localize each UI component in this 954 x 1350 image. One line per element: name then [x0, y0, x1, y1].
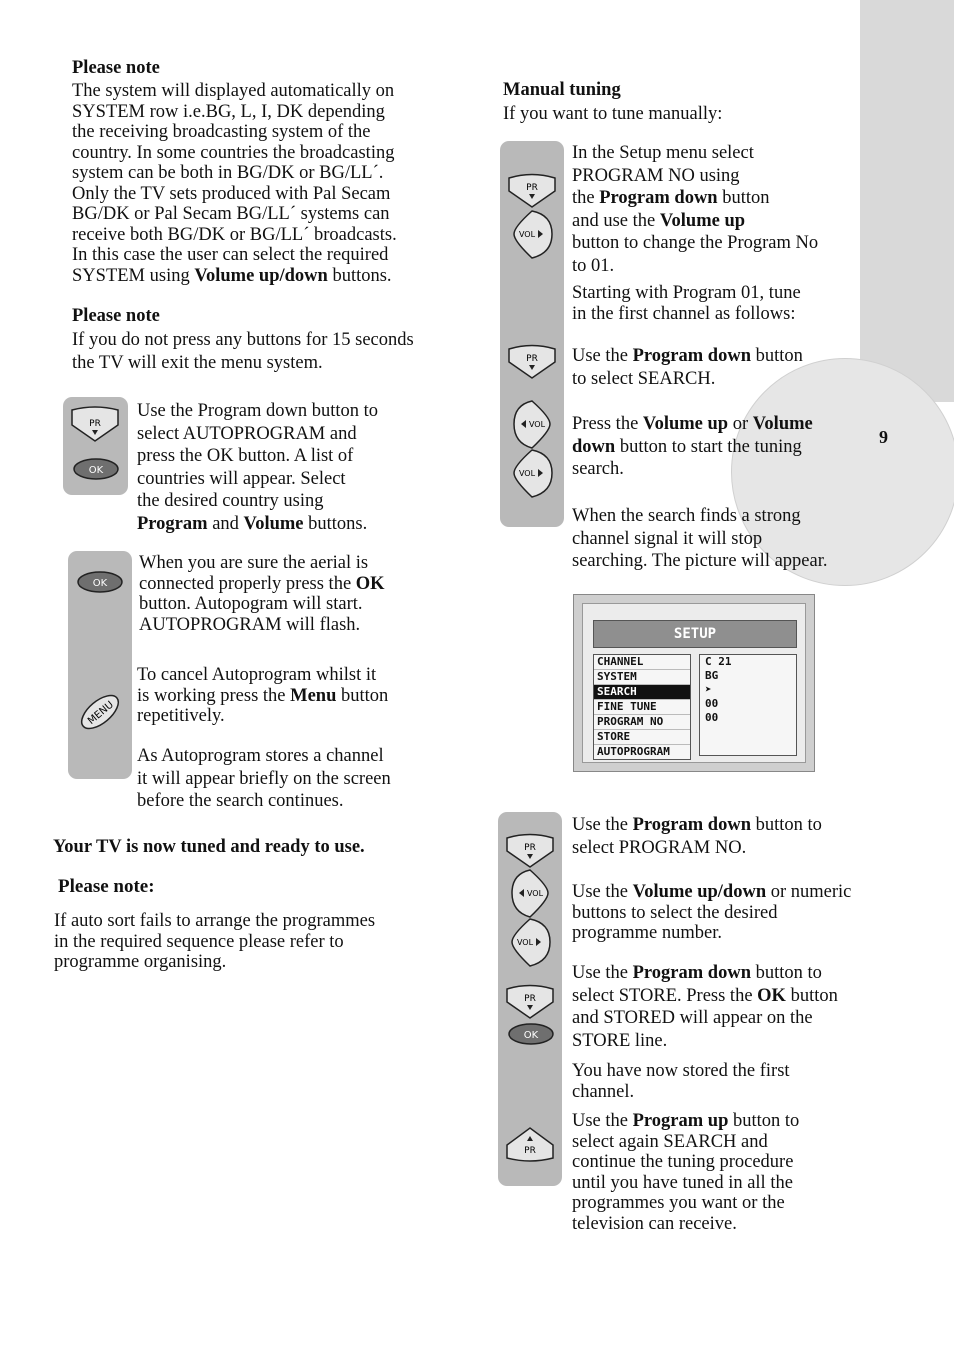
bold-segment: Program down [599, 188, 718, 208]
bold-segment: Volume up/down [632, 882, 767, 902]
cancel-line [137, 686, 388, 707]
setup-step-text [572, 142, 818, 277]
osd-menu-item-selected: SEARCH [594, 685, 690, 700]
note1-title: Please note [72, 58, 160, 78]
volnum-step-line: programme number. [572, 923, 723, 943]
text-segment: Use the [572, 1111, 633, 1131]
text-segment: select STORE. Press the [572, 985, 758, 1006]
aerial-line: When you are sure the aerial is [139, 553, 369, 573]
text-segment: Use the [572, 815, 633, 835]
osd-value: C 21 [705, 655, 732, 668]
cancel-line: To cancel Autoprogram whilst it [137, 665, 377, 685]
bold-segment: Volume up/down [194, 265, 328, 286]
text-segment: button to [751, 815, 822, 835]
pr-label: PR [524, 994, 536, 1004]
progno-step-text [572, 814, 822, 859]
setup-step-line: button to change the Program No [572, 233, 819, 253]
note2-body [72, 329, 414, 375]
text-segment: Use the [572, 963, 633, 983]
aerial-line [139, 574, 385, 595]
search-step-line: to select SEARCH. [572, 368, 716, 389]
progup-step-line: programmes you want or the [572, 1193, 785, 1213]
starting-line: Starting with Program 01, tune [572, 283, 801, 303]
autoprogram-line: Use the Program down button to [137, 401, 378, 421]
store-step-line: STORE line. [572, 1030, 668, 1051]
press-step-text [572, 413, 813, 481]
ok-label: OK [523, 1030, 539, 1041]
osd-menu-list [593, 654, 691, 760]
autoprogram-line: select AUTOPROGRAM and [137, 423, 357, 444]
press-step-line [572, 413, 813, 436]
remote-ok-menu [68, 551, 132, 779]
aerial-line: AUTOPROGRAM will flash. [139, 614, 361, 635]
ok-label: OK [92, 578, 108, 589]
osd-menu-item: AUTOPROGRAM [597, 745, 670, 758]
text-segment: SYSTEM using [72, 265, 195, 286]
manual-tuning-buttons-icon [500, 141, 564, 527]
autoprogram-line: countries will appear. Select [137, 468, 346, 489]
remote-manual-tuning [500, 141, 564, 527]
text-segment: buttons. [327, 265, 392, 286]
stores-line: As Autoprogram stores a channel [137, 746, 384, 766]
pr-label: PR [524, 1146, 536, 1156]
progno-step-line: select PROGRAM NO. [572, 837, 747, 858]
tv-setup-screen [573, 594, 815, 772]
setup-step-line [572, 187, 818, 210]
text-segment: and [207, 513, 244, 534]
bold-segment: Volume [243, 513, 304, 534]
text-segment: Use the [572, 882, 633, 902]
tv-screen-inner [582, 603, 806, 763]
text-segment: buttons. [303, 513, 368, 534]
note2-line: If you do not press any buttons for 15 seconds [72, 330, 414, 350]
note1-line [72, 266, 397, 287]
starting-line: in the first channel as follows: [572, 303, 796, 324]
page-side-tab [860, 0, 954, 402]
bold-segment: Volume up [642, 414, 729, 434]
bold-segment: Volume up [659, 210, 746, 231]
menu-label: MENU [86, 699, 116, 727]
text-segment: button to [728, 1111, 800, 1131]
manual-intro: If you want to tune manually: [503, 104, 723, 124]
store-step-text [572, 962, 838, 1052]
setup-step-line [572, 210, 818, 233]
text-segment: the [572, 188, 600, 208]
volnum-step-text [572, 882, 851, 944]
stores-text [137, 745, 391, 813]
press-step-line [572, 436, 813, 459]
note1-line: the receiving broadcasting system of the [72, 122, 371, 142]
osd-value: BG [705, 669, 719, 682]
vol-label: VOL [518, 469, 536, 478]
osd-menu-item: FINE TUNE [594, 700, 690, 715]
progup-step-line [572, 1111, 799, 1132]
text-segment: button [336, 685, 389, 706]
remote-pr-ok [63, 397, 128, 495]
text-segment: button to [751, 963, 822, 983]
text-segment: or [728, 414, 753, 434]
starting-text [572, 283, 801, 324]
stores-line: before the search continues. [137, 791, 344, 811]
pr-label: PR [524, 843, 536, 853]
note1-line: receive both BG/DK or BG/LL´ broadcasts. [72, 224, 397, 245]
progno-step-line [572, 814, 822, 837]
note1-line: Only the TV sets produced with Pal Secam [72, 183, 391, 204]
page-number: 9 [879, 427, 888, 447]
ok-label: OK [88, 465, 104, 476]
autoprogram-line [137, 513, 378, 536]
volnum-step-line: buttons to select the desired [572, 902, 778, 923]
stored-first-line: channel. [572, 1081, 635, 1102]
bold-segment: OK [355, 573, 385, 594]
vol-label: VOL [528, 420, 546, 429]
text-segment: Press the [572, 414, 643, 434]
setup-step-line: to 01. [572, 255, 615, 276]
bold-segment: Program down [632, 815, 751, 835]
text-segment: button [785, 985, 838, 1006]
stores-line: it will appear briefly on the screen [137, 768, 391, 789]
osd-values [699, 654, 797, 756]
stored-first-text [572, 1061, 790, 1102]
text-segment: is working press the [137, 685, 291, 706]
bold-segment: Program down [632, 963, 751, 983]
setup-step-line: PROGRAM NO using [572, 165, 740, 186]
text-segment: button [717, 188, 770, 208]
osd-value: 00 [705, 711, 719, 724]
found-line: When the search finds a strong [572, 506, 801, 526]
ok-menu-buttons-icon [68, 551, 132, 779]
ready-heading: Your TV is now tuned and ready to use. [53, 837, 365, 857]
volnum-step-line [572, 882, 851, 903]
bold-segment: Program down [632, 346, 751, 366]
osd-menu-item: CHANNEL [594, 655, 690, 670]
note3-line: programme organising. [54, 952, 227, 972]
vol-label: VOL [526, 889, 544, 898]
store-step-line [572, 985, 838, 1008]
progup-step-text [572, 1111, 799, 1234]
found-line: searching. The picture will appear. [572, 551, 828, 571]
found-line: channel signal it will stop [572, 528, 763, 549]
press-step-line: search. [572, 459, 624, 479]
store-buttons-icon [498, 812, 562, 1186]
note1-line: SYSTEM row i.e.BG, L, I, DK depending [72, 101, 385, 122]
cancel-text [137, 665, 388, 727]
text-segment: button to start the tuning [615, 436, 802, 457]
text-segment: Use the [572, 346, 633, 366]
note3-title: Please note: [58, 876, 155, 897]
autoprogram-line: press the OK button. A list of [137, 446, 354, 466]
bold-segment: Volume [752, 414, 813, 434]
osd-value: 00 [705, 697, 719, 710]
aerial-line: button. Autopogram will start. [139, 594, 363, 614]
text-segment: button [751, 346, 803, 366]
note2-line: the TV will exit the menu system. [72, 353, 323, 373]
note3-line: in the required sequence please refer to [54, 931, 344, 952]
progup-step-line: until you have tuned in all the [572, 1172, 793, 1193]
pr-ok-buttons-icon [63, 397, 128, 495]
progup-step-line: select again SEARCH and [572, 1131, 768, 1152]
aerial-text [139, 553, 385, 635]
bold-segment: Program up [632, 1111, 729, 1131]
osd-menu-item: STORE [594, 730, 690, 745]
stored-first-line: You have now stored the first [572, 1061, 790, 1081]
remote-store [498, 812, 562, 1186]
note2-title: Please note [72, 306, 160, 326]
pr-label: PR [89, 419, 101, 429]
bold-segment: OK [757, 985, 786, 1006]
autoprogram-line: the desired country using [137, 491, 324, 511]
osd-menu-item: SYSTEM [594, 670, 690, 685]
store-step-line: and STORED will appear on the [572, 1008, 813, 1028]
setup-step-line: In the Setup menu select [572, 143, 754, 163]
bold-segment: Menu [290, 685, 337, 706]
osd-value-arrow: ➤ [705, 683, 712, 696]
note1-line: country. In some countries the broadcasting [72, 142, 395, 163]
progup-step-line: continue the tuning procedure [572, 1152, 794, 1172]
pr-label: PR [526, 183, 538, 193]
note3-body [54, 911, 375, 973]
note1-line: The system will displayed automatically on [72, 81, 395, 101]
vol-label: VOL [516, 938, 534, 947]
text-segment: or numeric [766, 882, 852, 902]
note1-line: In this case the user can select the required [72, 245, 389, 265]
bold-segment: down [572, 436, 616, 457]
search-step-line [572, 345, 803, 368]
progup-step-line: television can receive. [572, 1213, 737, 1234]
manual-tuning-title: Manual tuning [503, 80, 621, 100]
found-text [572, 505, 827, 573]
bold-segment: Program [137, 513, 208, 534]
note1-line: system can be both in BG/DK or BG/LL´. [72, 163, 384, 183]
vol-label: VOL [518, 230, 536, 239]
search-step-text [572, 345, 803, 390]
note1-line: BG/DK or Pal Secam BG/LL´ systems can [72, 204, 390, 224]
osd-title: SETUP [593, 620, 797, 648]
text-segment: and use the [572, 210, 660, 231]
text-segment: connected properly press the [139, 573, 356, 594]
cancel-line: repetitively. [137, 706, 225, 726]
osd-menu-item: PROGRAM NO [594, 715, 690, 730]
note3-line: If auto sort fails to arrange the programmes [54, 911, 376, 931]
store-step-line [572, 962, 838, 985]
note1-body [72, 81, 397, 286]
autoprogram-text [137, 400, 378, 535]
pr-label: PR [526, 354, 538, 364]
